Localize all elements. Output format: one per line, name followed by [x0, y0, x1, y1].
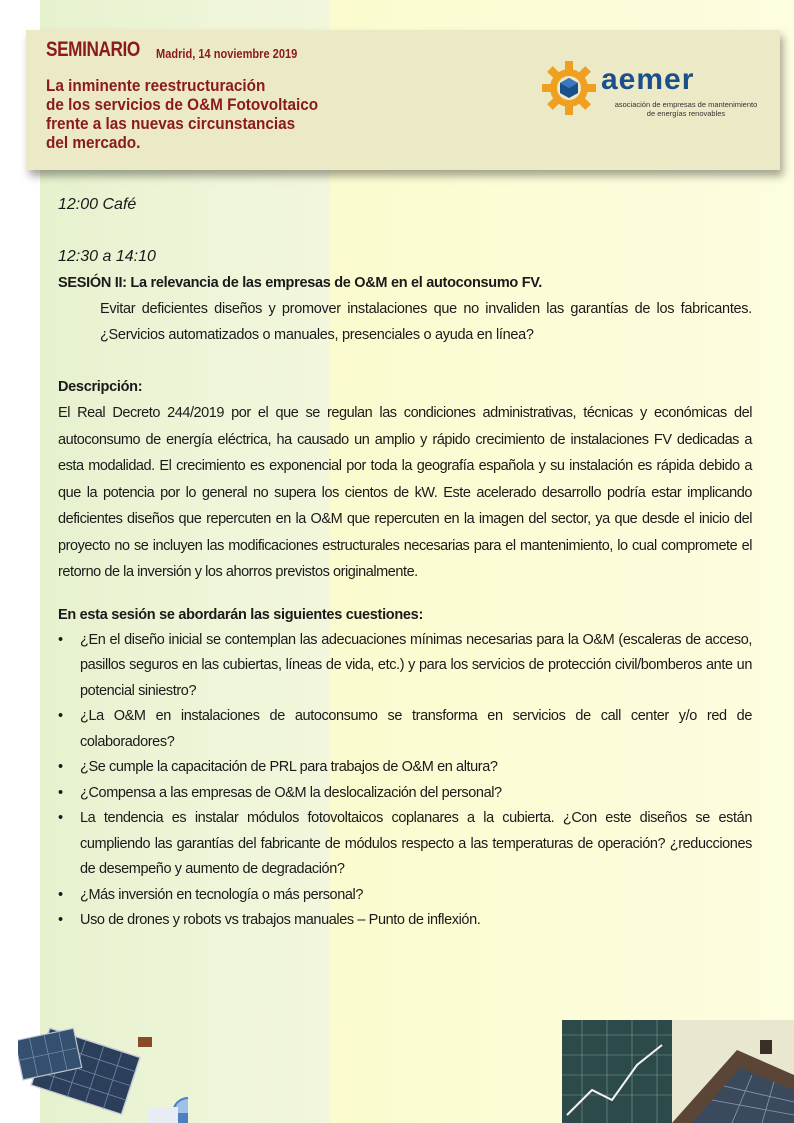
coffee-time: 12:00	[58, 196, 99, 213]
description-heading: Descripción:	[58, 379, 143, 395]
logo-wordmark: aemer	[601, 63, 695, 96]
solar-tracker-panels-image	[18, 1012, 188, 1123]
session-time: 12:30 a 14:10	[58, 248, 156, 265]
seminar-title	[46, 76, 352, 152]
seminar-header	[26, 30, 780, 170]
seminar-title-line: del mercado.	[46, 133, 141, 152]
session-title: SESIÓN II: La relevancia de las empresas de O&M en el autoconsumo FV.	[58, 275, 543, 291]
coffee-item	[58, 192, 752, 218]
seminar-label: SEMINARIO	[46, 38, 140, 61]
list-item: • La tendencia es instalar módulos fotovoltaicos coplanares a la cubierta. ¿Con este diseños se están cumpliendo las garantías del fabricante de módulos respecto a las temperaturas de operación? ¿reducciones de desempeño y aumento de degradación?	[58, 806, 752, 883]
list-item: • ¿Se cumple la capacitación de PRL para trabajos de O&M en altura?	[58, 755, 752, 781]
list-item: • ¿Compensa a las empresas de O&M la deslocalización del personal?	[58, 781, 752, 807]
session-summary: Evitar deficientes diseños y promover instalaciones que no invaliden las garantías de los fabricantes. ¿Servicios automatizados o manuales, presenciales o ayuda en línea?	[100, 301, 752, 343]
gear-cube-logo-icon	[541, 60, 597, 116]
questions-list	[58, 628, 752, 934]
description-text: El Real Decreto 244/2019 por el que se regulan las condiciones administrativas, técnicas y económicas del autoconsumo de energía eléctrica, ha causado un amplio y rápido crecimiento de instalaciones FV dedicadas a esta modalidad. El crecimiento es exponencial por toda la geografía española y su instalación es rápida debido a que la potencia por lo general no supera los cientos de kW. Este acelerado desarrollo podría estar implicando deficientes diseños que repercuten en la O&M que repercuten en la imagen del sector, ya que desde el inicio del proyecto no se incluyen las modificaciones estructurales necesarias para el mantenimiento, lo cual compromete el retorno de la inversión y los ahorros previstos originalmente.	[58, 405, 752, 580]
seminar-date: Madrid, 14 noviembre 2019	[156, 46, 298, 61]
logo-subtitle-line: asociación de empresas de mantenimiento	[614, 100, 758, 109]
questions-heading: En esta sesión se abordarán las siguientes cuestiones:	[58, 606, 423, 623]
list-item: • ¿En el diseño inicial se contemplan las adecuaciones mínimas necesarias para la O&M (escaleras de acceso, pasillos seguros en las cubiertas, líneas de vida, etc.) y para los servicios de protección civil/bomberos ante un potencial siniestro?	[58, 628, 752, 705]
seminar-title-line: La inminente reestructuración	[46, 76, 266, 95]
seminar-title-line: de los servicios de O&M Fotovoltaico	[46, 95, 319, 114]
seminar-title-line: frente a las nuevas circunstancias	[46, 114, 296, 133]
list-item: • Uso de drones y robots vs trabajos manuales – Punto de inflexión.	[58, 908, 752, 934]
agenda-content	[58, 192, 752, 934]
aemer-logo	[541, 60, 766, 120]
logo-subtitle-line: de energías renovables	[646, 109, 726, 118]
list-item: • ¿Más inversión en tecnología o más personal?	[58, 883, 752, 909]
logo-subtitle	[601, 100, 771, 118]
coffee-label: Café	[102, 196, 137, 213]
list-item: • ¿La O&M en instalaciones de autoconsumo se transforma en servicios de call center y/o red de colaboradores?	[58, 704, 752, 755]
rooftop-solar-panels-image	[562, 1020, 794, 1123]
